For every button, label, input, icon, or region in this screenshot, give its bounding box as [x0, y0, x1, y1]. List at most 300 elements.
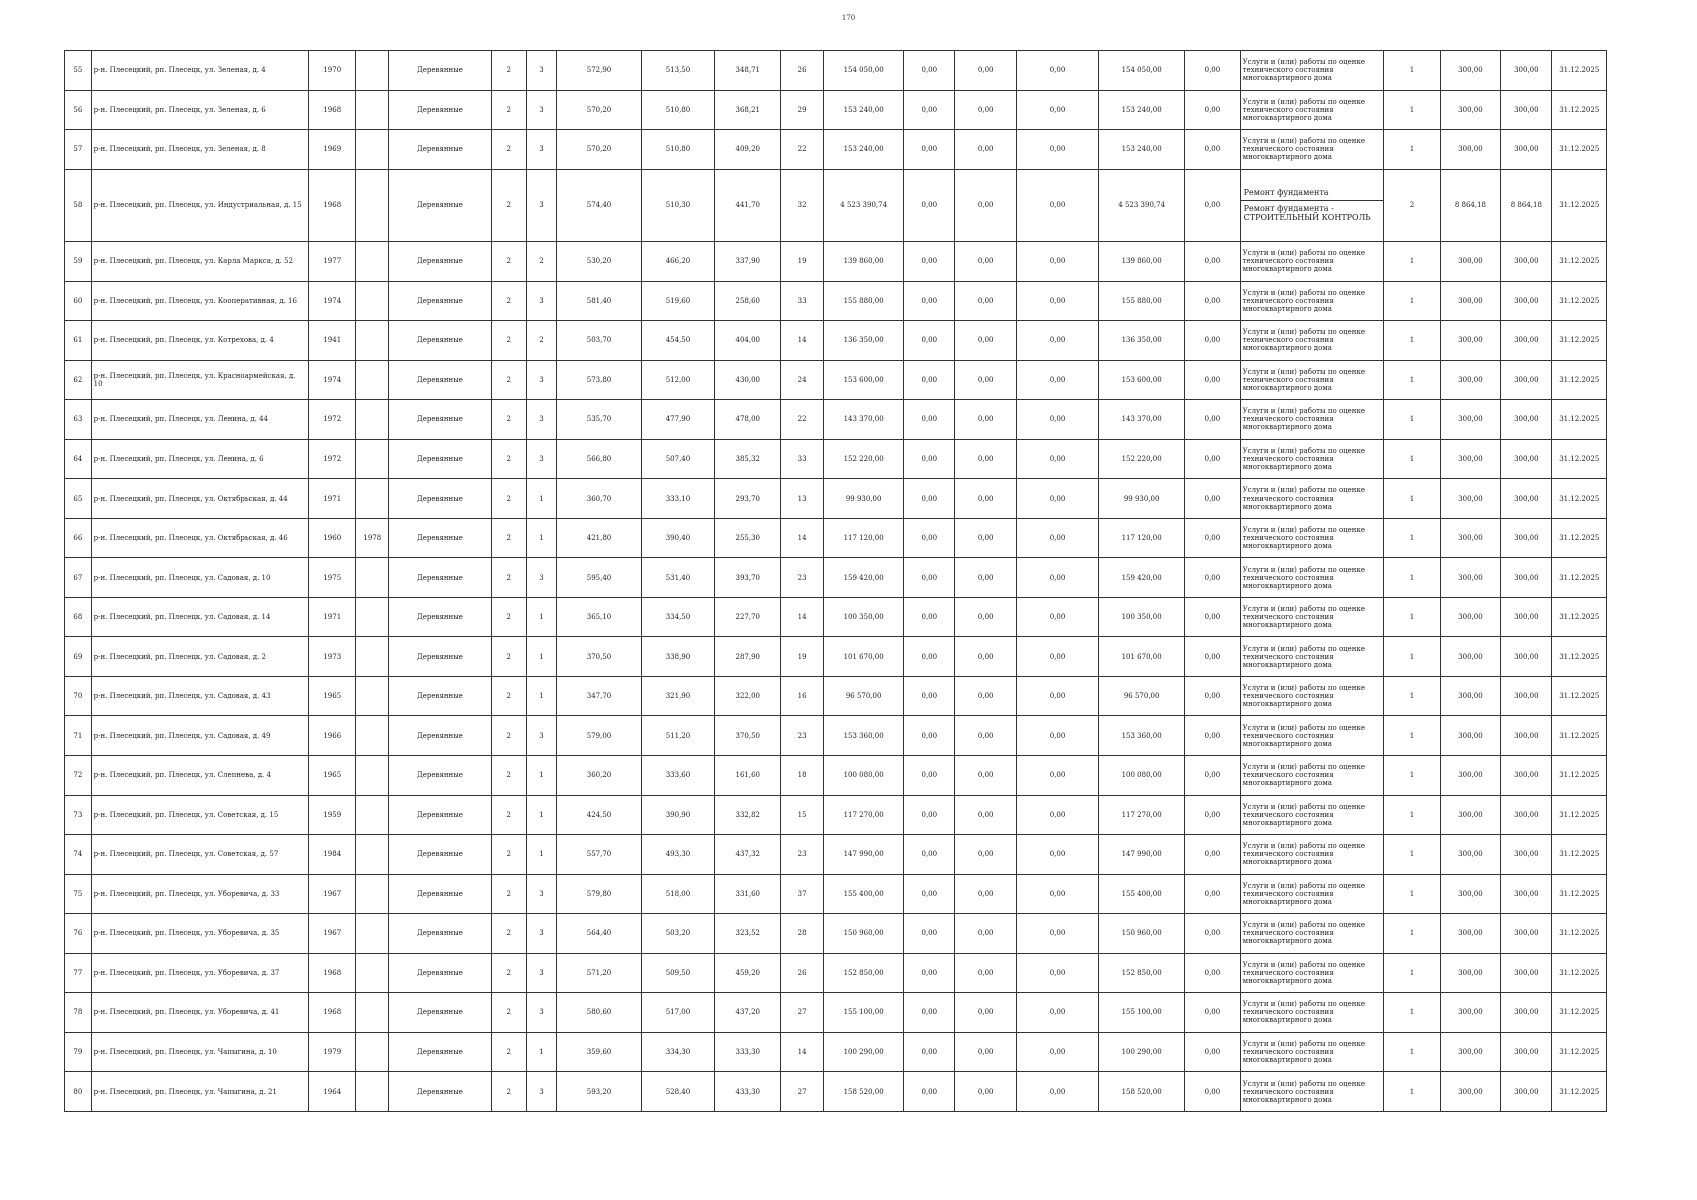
unit-cost-cell: 300,00: [1440, 360, 1501, 400]
total-area-cell: 579,80: [557, 874, 641, 914]
table-row: [65, 1032, 1607, 1072]
max-unit-cost-cell: 300,00: [1501, 281, 1552, 321]
total-cost-cell: 101 670,00: [824, 637, 904, 677]
fund-local-cell: 0,00: [1017, 439, 1099, 479]
fund-local-cell: 0,00: [1017, 400, 1099, 440]
max-unit-cost-cell: 300,00: [1501, 755, 1552, 795]
fund-regional-cell: 0,00: [955, 676, 1017, 716]
fund-federal-cell: 0,00: [904, 795, 955, 835]
floors-count-cell: 2: [491, 518, 526, 558]
max-unit-cost-cell: 300,00: [1501, 321, 1552, 361]
residents-count-cell: 23: [781, 558, 824, 598]
table-row: [65, 874, 1607, 914]
residents-count-cell: 26: [781, 953, 824, 993]
entrances-count-cell: 1: [526, 755, 557, 795]
table-row: [65, 795, 1607, 835]
work-type-cell: [1240, 169, 1384, 241]
year-reconstructed-cell: [356, 795, 389, 835]
max-unit-cost-cell: 8 864,18: [1501, 169, 1552, 241]
total-cost-cell: 100 290,00: [824, 1032, 904, 1072]
row-number-cell: 79: [65, 1032, 92, 1072]
year-reconstructed-cell: [356, 130, 389, 170]
completion-date-cell: 31.12.2025: [1552, 130, 1607, 170]
year-reconstructed-cell: [356, 637, 389, 677]
fund-local-cell: 0,00: [1017, 755, 1099, 795]
work-type-text: Услуги и (или) работы по оценке технического состояния многоквартирного дома: [1242, 97, 1365, 122]
fund-regional-cell: 0,00: [955, 242, 1017, 282]
fund-local-cell: 0,00: [1017, 597, 1099, 637]
unit-cost-cell: 300,00: [1440, 242, 1501, 282]
floors-count-cell: 2: [491, 1072, 526, 1112]
table-row: [65, 242, 1607, 282]
fund-owners-cell: 139 860,00: [1099, 242, 1185, 282]
housing-repair-table: [64, 50, 1607, 1112]
work-count-cell: 1: [1384, 993, 1440, 1033]
work-count-cell: 1: [1384, 90, 1440, 130]
total-area-cell: 360,20: [557, 755, 641, 795]
completion-date-cell: 31.12.2025: [1552, 676, 1607, 716]
floors-count-cell: 2: [491, 795, 526, 835]
residential-area-cell: 477,90: [641, 400, 715, 440]
year-reconstructed-cell: [356, 874, 389, 914]
year-reconstructed-cell: [356, 169, 389, 241]
table-row: [65, 400, 1607, 440]
fund-local-cell: 0,00: [1017, 637, 1099, 677]
total-cost-cell: 154 050,00: [824, 51, 904, 91]
row-number-cell: 73: [65, 795, 92, 835]
fund-local-cell: 0,00: [1017, 953, 1099, 993]
unit-cost-cell: 300,00: [1440, 1072, 1501, 1112]
unit-cost-cell: 300,00: [1440, 439, 1501, 479]
completion-date-cell: 31.12.2025: [1552, 479, 1607, 519]
floors-count-cell: 2: [491, 51, 526, 91]
table-row: [65, 676, 1607, 716]
table-row: [65, 169, 1607, 241]
fund-regional-cell: 0,00: [955, 400, 1017, 440]
year-built-cell: 1960: [309, 518, 356, 558]
fund-federal-cell: 0,00: [904, 518, 955, 558]
fund-other-cell: 0,00: [1185, 169, 1240, 241]
fund-local-cell: 0,00: [1017, 716, 1099, 756]
work-type-cell: [1240, 993, 1384, 1033]
total-area-cell: 535,70: [557, 400, 641, 440]
address-cell: р-н. Плесецкий, рп. Плесецк, ул. Карла Маркса, д. 52: [91, 242, 309, 282]
residents-count-cell: 24: [781, 360, 824, 400]
fund-owners-cell: 136 350,00: [1099, 321, 1185, 361]
year-built-cell: 1966: [309, 716, 356, 756]
residential-area-cell: 493,30: [641, 835, 715, 875]
fund-federal-cell: 0,00: [904, 400, 955, 440]
residential-area-cell: 333,10: [641, 479, 715, 519]
row-number-cell: 63: [65, 400, 92, 440]
year-reconstructed-cell: [356, 360, 389, 400]
private-area-cell: 287,90: [715, 637, 781, 677]
fund-other-cell: 0,00: [1185, 479, 1240, 519]
fund-local-cell: 0,00: [1017, 130, 1099, 170]
residents-count-cell: 19: [781, 637, 824, 677]
year-built-cell: 1971: [309, 597, 356, 637]
work-type-cell: [1240, 716, 1384, 756]
entrances-count-cell: 3: [526, 90, 557, 130]
work-type-text: Услуги и (или) работы по оценке технического состояния многоквартирного дома: [1242, 486, 1365, 511]
private-area-cell: 368,21: [715, 90, 781, 130]
fund-local-cell: 0,00: [1017, 90, 1099, 130]
private-area-cell: 322,00: [715, 676, 781, 716]
fund-owners-cell: 153 240,00: [1099, 90, 1185, 130]
entrances-count-cell: 2: [526, 321, 557, 361]
fund-regional-cell: 0,00: [955, 479, 1017, 519]
year-built-cell: 1972: [309, 400, 356, 440]
fund-owners-cell: 143 370,00: [1099, 400, 1185, 440]
year-built-cell: 1968: [309, 953, 356, 993]
address-cell: р-н. Плесецкий, рп. Плесецк, ул. Уборевича, д. 41: [91, 993, 309, 1033]
work-count-cell: 2: [1384, 169, 1440, 241]
fund-other-cell: 0,00: [1185, 400, 1240, 440]
wall-material-cell: Деревянные: [389, 637, 492, 677]
fund-regional-cell: 0,00: [955, 993, 1017, 1033]
table-row: [65, 953, 1607, 993]
fund-other-cell: 0,00: [1185, 1032, 1240, 1072]
fund-other-cell: 0,00: [1185, 676, 1240, 716]
address-cell: р-н. Плесецкий, рп. Плесецк, ул. Уборевича, д. 37: [91, 953, 309, 993]
row-number-cell: 60: [65, 281, 92, 321]
private-area-cell: 333,30: [715, 1032, 781, 1072]
private-area-cell: 293,70: [715, 479, 781, 519]
max-unit-cost-cell: 300,00: [1501, 953, 1552, 993]
row-number-cell: 70: [65, 676, 92, 716]
total-area-cell: 581,40: [557, 281, 641, 321]
fund-regional-cell: 0,00: [955, 1032, 1017, 1072]
year-reconstructed-cell: [356, 321, 389, 361]
completion-date-cell: 31.12.2025: [1552, 558, 1607, 598]
fund-federal-cell: 0,00: [904, 479, 955, 519]
year-reconstructed-cell: [356, 479, 389, 519]
total-cost-cell: 155 100,00: [824, 993, 904, 1033]
unit-cost-cell: 300,00: [1440, 716, 1501, 756]
residential-area-cell: 503,20: [641, 914, 715, 954]
fund-regional-cell: 0,00: [955, 518, 1017, 558]
fund-regional-cell: 0,00: [955, 637, 1017, 677]
work-count-cell: 1: [1384, 281, 1440, 321]
private-area-cell: 430,00: [715, 360, 781, 400]
completion-date-cell: 31.12.2025: [1552, 400, 1607, 440]
floors-count-cell: 2: [491, 993, 526, 1033]
fund-local-cell: 0,00: [1017, 795, 1099, 835]
completion-date-cell: 31.12.2025: [1552, 953, 1607, 993]
wall-material-cell: Деревянные: [389, 281, 492, 321]
completion-date-cell: 31.12.2025: [1552, 360, 1607, 400]
floors-count-cell: 2: [491, 558, 526, 598]
address-cell: р-н. Плесецкий, рп. Плесецк, ул. Октябрьская, д. 46: [91, 518, 309, 558]
total-cost-cell: 96 570,00: [824, 676, 904, 716]
year-built-cell: 1968: [309, 993, 356, 1033]
year-built-cell: 1974: [309, 360, 356, 400]
fund-local-cell: 0,00: [1017, 360, 1099, 400]
residents-count-cell: 16: [781, 676, 824, 716]
entrances-count-cell: 1: [526, 518, 557, 558]
work-count-cell: 1: [1384, 795, 1440, 835]
fund-other-cell: 0,00: [1185, 281, 1240, 321]
max-unit-cost-cell: 300,00: [1501, 1072, 1552, 1112]
work-type-text: Услуги и (или) работы по оценке технического состояния многоквартирного дома: [1242, 1000, 1365, 1025]
max-unit-cost-cell: 300,00: [1501, 676, 1552, 716]
fund-federal-cell: 0,00: [904, 281, 955, 321]
wall-material-cell: Деревянные: [389, 795, 492, 835]
floors-count-cell: 2: [491, 130, 526, 170]
floors-count-cell: 2: [491, 914, 526, 954]
work-type-cell: [1240, 439, 1384, 479]
completion-date-cell: 31.12.2025: [1552, 90, 1607, 130]
fund-other-cell: 0,00: [1185, 597, 1240, 637]
work-count-cell: 1: [1384, 676, 1440, 716]
work-type-cell: [1240, 558, 1384, 598]
work-type-text: Услуги и (или) работы по оценке технического состояния многоквартирного дома: [1242, 960, 1365, 985]
unit-cost-cell: 300,00: [1440, 518, 1501, 558]
max-unit-cost-cell: 300,00: [1501, 1032, 1552, 1072]
work-type-cell: [1240, 400, 1384, 440]
entrances-count-cell: 3: [526, 400, 557, 440]
total-cost-cell: 153 600,00: [824, 360, 904, 400]
row-number-cell: 64: [65, 439, 92, 479]
work-count-cell: 1: [1384, 130, 1440, 170]
fund-federal-cell: 0,00: [904, 130, 955, 170]
completion-date-cell: 31.12.2025: [1552, 439, 1607, 479]
year-built-cell: 1969: [309, 130, 356, 170]
fund-local-cell: 0,00: [1017, 51, 1099, 91]
fund-owners-cell: 150 960,00: [1099, 914, 1185, 954]
entrances-count-cell: 3: [526, 874, 557, 914]
fund-owners-cell: 155 100,00: [1099, 993, 1185, 1033]
fund-regional-cell: 0,00: [955, 51, 1017, 91]
entrances-count-cell: 2: [526, 242, 557, 282]
row-number-cell: 68: [65, 597, 92, 637]
year-reconstructed-cell: [356, 400, 389, 440]
fund-regional-cell: 0,00: [955, 281, 1017, 321]
total-cost-cell: 147 990,00: [824, 835, 904, 875]
total-cost-cell: 100 080,00: [824, 755, 904, 795]
private-area-cell: 348,71: [715, 51, 781, 91]
unit-cost-cell: 300,00: [1440, 914, 1501, 954]
residential-area-cell: 507,40: [641, 439, 715, 479]
work-type-cell: [1240, 914, 1384, 954]
fund-federal-cell: 0,00: [904, 169, 955, 241]
table-row: [65, 360, 1607, 400]
table-row: [65, 130, 1607, 170]
total-cost-cell: 159 420,00: [824, 558, 904, 598]
year-reconstructed-cell: [356, 281, 389, 321]
total-area-cell: 347,70: [557, 676, 641, 716]
fund-other-cell: 0,00: [1185, 90, 1240, 130]
work-type-cell: [1240, 90, 1384, 130]
fund-regional-cell: 0,00: [955, 874, 1017, 914]
unit-cost-cell: 300,00: [1440, 90, 1501, 130]
private-area-cell: 370,50: [715, 716, 781, 756]
fund-owners-cell: 100 290,00: [1099, 1032, 1185, 1072]
work-count-cell: 1: [1384, 479, 1440, 519]
year-built-cell: 1967: [309, 874, 356, 914]
floors-count-cell: 2: [491, 835, 526, 875]
wall-material-cell: Деревянные: [389, 169, 492, 241]
fund-federal-cell: 0,00: [904, 874, 955, 914]
fund-regional-cell: 0,00: [955, 795, 1017, 835]
fund-regional-cell: 0,00: [955, 558, 1017, 598]
work-type-cell: [1240, 321, 1384, 361]
fund-other-cell: 0,00: [1185, 874, 1240, 914]
work-type-cell: [1240, 360, 1384, 400]
residents-count-cell: 14: [781, 597, 824, 637]
row-number-cell: 62: [65, 360, 92, 400]
work-type-cell: [1240, 130, 1384, 170]
year-reconstructed-cell: [356, 1032, 389, 1072]
unit-cost-cell: 300,00: [1440, 953, 1501, 993]
year-reconstructed-cell: [356, 439, 389, 479]
total-area-cell: 360,70: [557, 479, 641, 519]
residential-area-cell: 390,90: [641, 795, 715, 835]
residents-count-cell: 29: [781, 90, 824, 130]
work-type-text: Услуги и (или) работы по оценке технического состояния многоквартирного дома: [1242, 249, 1365, 274]
page-number: 170: [841, 14, 856, 22]
fund-local-cell: 0,00: [1017, 993, 1099, 1033]
entrances-count-cell: 3: [526, 953, 557, 993]
fund-federal-cell: 0,00: [904, 676, 955, 716]
work-count-cell: 1: [1384, 242, 1440, 282]
fund-federal-cell: 0,00: [904, 953, 955, 993]
residential-area-cell: 334,50: [641, 597, 715, 637]
fund-federal-cell: 0,00: [904, 1032, 955, 1072]
fund-local-cell: 0,00: [1017, 242, 1099, 282]
work-type-cell: [1240, 1072, 1384, 1112]
wall-material-cell: Деревянные: [389, 360, 492, 400]
work-type-cell: [1240, 518, 1384, 558]
work-type-text: Ремонт фундамента - СТРОИТЕЛЬНЫЙ КОНТРОЛЬ: [1241, 200, 1384, 225]
private-area-cell: 331,60: [715, 874, 781, 914]
completion-date-cell: 31.12.2025: [1552, 914, 1607, 954]
fund-other-cell: 0,00: [1185, 795, 1240, 835]
entrances-count-cell: 3: [526, 1072, 557, 1112]
total-cost-cell: 100 350,00: [824, 597, 904, 637]
work-type-cell: [1240, 676, 1384, 716]
residential-area-cell: 511,20: [641, 716, 715, 756]
address-cell: р-н. Плесецкий, рп. Плесецк, ул. Садовая, д. 49: [91, 716, 309, 756]
wall-material-cell: Деревянные: [389, 439, 492, 479]
year-built-cell: 1984: [309, 835, 356, 875]
unit-cost-cell: 300,00: [1440, 400, 1501, 440]
work-count-cell: 1: [1384, 597, 1440, 637]
residents-count-cell: 33: [781, 281, 824, 321]
row-number-cell: 71: [65, 716, 92, 756]
residents-count-cell: 19: [781, 242, 824, 282]
completion-date-cell: 31.12.2025: [1552, 835, 1607, 875]
fund-owners-cell: 153 240,00: [1099, 130, 1185, 170]
total-cost-cell: 155 400,00: [824, 874, 904, 914]
year-reconstructed-cell: [356, 835, 389, 875]
fund-federal-cell: 0,00: [904, 835, 955, 875]
residential-area-cell: 334,30: [641, 1032, 715, 1072]
fund-regional-cell: 0,00: [955, 597, 1017, 637]
work-count-cell: 1: [1384, 1072, 1440, 1112]
total-cost-cell: 99 930,00: [824, 479, 904, 519]
row-number-cell: 69: [65, 637, 92, 677]
total-cost-cell: 158 520,00: [824, 1072, 904, 1112]
year-built-cell: 1970: [309, 51, 356, 91]
year-reconstructed-cell: [356, 242, 389, 282]
table-row: [65, 993, 1607, 1033]
max-unit-cost-cell: 300,00: [1501, 558, 1552, 598]
total-area-cell: 359,60: [557, 1032, 641, 1072]
row-number-cell: 59: [65, 242, 92, 282]
table-row: [65, 90, 1607, 130]
entrances-count-cell: 3: [526, 130, 557, 170]
fund-other-cell: 0,00: [1185, 755, 1240, 795]
floors-count-cell: 2: [491, 321, 526, 361]
wall-material-cell: Деревянные: [389, 90, 492, 130]
address-cell: р-н. Плесецкий, рп. Плесецк, ул. Уборевича, д. 33: [91, 874, 309, 914]
fund-other-cell: 0,00: [1185, 518, 1240, 558]
fund-federal-cell: 0,00: [904, 90, 955, 130]
fund-owners-cell: 154 050,00: [1099, 51, 1185, 91]
fund-owners-cell: 117 270,00: [1099, 795, 1185, 835]
entrances-count-cell: 1: [526, 1032, 557, 1072]
wall-material-cell: Деревянные: [389, 953, 492, 993]
total-area-cell: 574,40: [557, 169, 641, 241]
work-type-text: Услуги и (или) работы по оценке технического состояния многоквартирного дома: [1242, 367, 1365, 392]
unit-cost-cell: 300,00: [1440, 637, 1501, 677]
year-reconstructed-cell: [356, 716, 389, 756]
total-cost-cell: 153 240,00: [824, 90, 904, 130]
fund-owners-cell: 96 570,00: [1099, 676, 1185, 716]
completion-date-cell: 31.12.2025: [1552, 755, 1607, 795]
fund-federal-cell: 0,00: [904, 716, 955, 756]
address-cell: р-н. Плесецкий, рп. Плесецк, ул. Садовая, д. 10: [91, 558, 309, 598]
year-built-cell: 1974: [309, 281, 356, 321]
year-built-cell: 1975: [309, 558, 356, 598]
fund-local-cell: 0,00: [1017, 676, 1099, 716]
private-area-cell: 161,60: [715, 755, 781, 795]
residential-area-cell: 519,60: [641, 281, 715, 321]
entrances-count-cell: 3: [526, 281, 557, 321]
fund-local-cell: 0,00: [1017, 518, 1099, 558]
table-row: [65, 716, 1607, 756]
fund-regional-cell: 0,00: [955, 835, 1017, 875]
total-area-cell: 579,00: [557, 716, 641, 756]
work-count-cell: 1: [1384, 400, 1440, 440]
work-type-cell: [1240, 597, 1384, 637]
wall-material-cell: Деревянные: [389, 558, 492, 598]
completion-date-cell: 31.12.2025: [1552, 993, 1607, 1033]
total-area-cell: 580,60: [557, 993, 641, 1033]
year-built-cell: 1967: [309, 914, 356, 954]
fund-other-cell: 0,00: [1185, 993, 1240, 1033]
residents-count-cell: 32: [781, 169, 824, 241]
fund-owners-cell: 117 120,00: [1099, 518, 1185, 558]
unit-cost-cell: 300,00: [1440, 676, 1501, 716]
total-cost-cell: 150 960,00: [824, 914, 904, 954]
residents-count-cell: 22: [781, 400, 824, 440]
fund-owners-cell: 153 600,00: [1099, 360, 1185, 400]
max-unit-cost-cell: 300,00: [1501, 518, 1552, 558]
completion-date-cell: 31.12.2025: [1552, 1032, 1607, 1072]
floors-count-cell: 2: [491, 169, 526, 241]
fund-other-cell: 0,00: [1185, 716, 1240, 756]
private-area-cell: 441,70: [715, 169, 781, 241]
row-number-cell: 66: [65, 518, 92, 558]
wall-material-cell: Деревянные: [389, 1032, 492, 1072]
fund-owners-cell: 159 420,00: [1099, 558, 1185, 598]
residential-area-cell: 512,00: [641, 360, 715, 400]
address-cell: р-н. Плесецкий, рп. Плесецк, ул. Чапыгина, д. 10: [91, 1032, 309, 1072]
fund-federal-cell: 0,00: [904, 321, 955, 361]
residents-count-cell: 23: [781, 716, 824, 756]
